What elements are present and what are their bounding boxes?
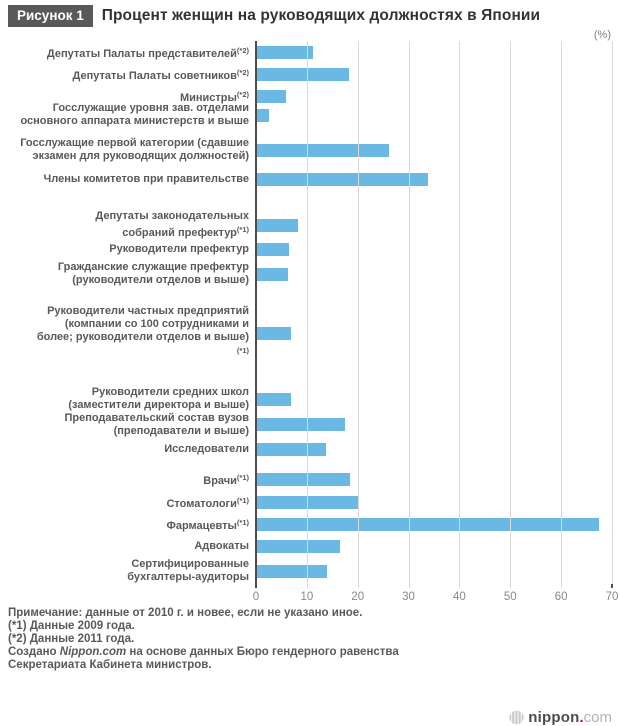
chart-row — [8, 491, 612, 514]
tick-mark — [611, 584, 613, 588]
bar — [256, 90, 286, 103]
footnote-marker: (*1) — [236, 473, 249, 482]
category-label: Адвокаты — [194, 540, 249, 552]
bar — [256, 109, 269, 122]
footnotes — [8, 607, 460, 672]
footnote-2: (*2) Данные 2011 года. — [8, 633, 135, 645]
bar — [256, 144, 389, 157]
bar-cell — [256, 437, 612, 462]
category-label: Сертифицированные бухгалтеры-аудиторы — [127, 558, 249, 583]
bar-cell — [256, 260, 612, 288]
tick-label: 10 — [300, 591, 314, 603]
bar-cell — [256, 558, 612, 584]
category-label: Фармацевты$^{(*1)}$ — [166, 518, 249, 532]
footnote-general: Примечание: данные от 2010 г. и новее, если не указано иное. — [8, 607, 363, 619]
footnote-marker: (*1) — [236, 518, 249, 527]
bar — [256, 443, 326, 456]
figure-title: Процент женщин на руководящих должностях в Японии — [101, 7, 541, 24]
unit-label: (%) — [593, 29, 611, 41]
chart-row — [8, 535, 612, 558]
footnote-credit — [8, 646, 460, 672]
category-label: Госслужащие первой категории (сдавшие экзамен для руководящих должностей) — [20, 137, 249, 162]
tick-label: 30 — [402, 591, 415, 603]
category-label: Депутаты Палаты советников$^{(*2)}$ — [72, 68, 249, 82]
footnote-marker: (*1) — [236, 346, 249, 355]
chart-row — [8, 41, 612, 63]
category-label: Руководители префектур — [109, 242, 249, 255]
chart-row — [8, 437, 612, 462]
bar — [256, 473, 350, 486]
chart-row — [8, 305, 612, 361]
bar-cell — [256, 386, 612, 412]
chart-row — [8, 167, 612, 191]
bar — [256, 219, 298, 232]
bar — [256, 68, 349, 81]
footnote-marker: (*2) — [236, 89, 249, 99]
category-label: Члены комитетов при правительстве — [43, 172, 249, 185]
bar — [256, 327, 291, 340]
tick-label: 70 — [605, 591, 619, 603]
logo-wordmark — [528, 709, 612, 726]
chart-row — [8, 212, 612, 238]
logo-name: nippon — [528, 709, 580, 726]
bar-cell — [256, 238, 612, 260]
bar — [256, 540, 340, 553]
chart-row — [8, 412, 612, 437]
category-label: Гражданские служащие префектур (руководители отделов и выше) — [57, 261, 249, 286]
tick-label: 0 — [252, 591, 260, 603]
bar-cell — [256, 167, 612, 191]
chart-row — [8, 386, 612, 412]
bar-cell — [256, 86, 612, 106]
tick-label: 20 — [351, 591, 365, 603]
footnote-marker: (*1) — [236, 225, 249, 234]
chart-row — [8, 102, 612, 127]
chart-row — [8, 468, 612, 491]
bar — [256, 268, 288, 281]
tick-label: 50 — [503, 591, 517, 603]
bar — [256, 173, 428, 186]
category-label: Министры$^{(*2)}$ — [179, 89, 249, 104]
category-label: Депутаты Палаты представителей$^{(*2)}$ — [46, 45, 249, 60]
bar-cell — [256, 106, 612, 124]
logo-tld: com — [583, 709, 612, 726]
footnote-marker: (*2) — [236, 45, 249, 55]
bar-cell — [256, 137, 612, 163]
header — [8, 3, 612, 29]
category-label: Исследователи — [164, 443, 249, 455]
bar — [256, 46, 313, 59]
bar-cell — [256, 468, 612, 491]
bar — [256, 496, 358, 509]
category-label: Руководители частных предприятий (компании со 100 сотрудниками и более; руководители отделов и выше) $^{(*1)}$ — [36, 305, 249, 355]
globe-icon — [509, 710, 524, 725]
chart-rows — [8, 41, 612, 584]
bar — [256, 565, 327, 578]
tick-label: 60 — [554, 591, 568, 603]
bar-cell — [256, 212, 612, 238]
footnote-1: (*1) Данные 2009 года. — [8, 620, 135, 632]
bar-cell — [256, 535, 612, 558]
tick-label: 40 — [453, 591, 466, 603]
tick-mark — [255, 584, 257, 588]
chart-row — [8, 137, 612, 163]
bar-cell — [256, 63, 612, 86]
x-axis-tick-labels — [252, 590, 619, 604]
bar-cell — [256, 514, 612, 535]
bar — [256, 418, 345, 431]
bar-cell — [256, 41, 612, 63]
category-label: Госслужащие уровня зав. отделами основного аппарата министерств и выше — [20, 102, 249, 127]
bar — [256, 243, 289, 256]
category-label: Врачи$^{(*1)}$ — [203, 473, 249, 487]
chart-row — [8, 514, 612, 535]
bar — [256, 518, 599, 531]
bar-chart — [8, 41, 619, 604]
footer — [8, 607, 612, 726]
bar-cell — [256, 412, 612, 437]
chart-row — [8, 260, 612, 288]
footnote-marker: (*2) — [236, 68, 249, 77]
figure-number-badge: Рисунок 1 — [8, 5, 93, 28]
footnote-marker: (*1) — [236, 496, 249, 505]
category-label: Руководители средних школ (заместители директора и выше) — [68, 386, 249, 411]
category-label: Стоматологи$^{(*1)}$ — [166, 496, 249, 510]
chart-row — [8, 63, 612, 86]
bar-cell — [256, 491, 612, 514]
bar — [256, 393, 291, 406]
credit-source: Nippon.com — [59, 646, 127, 658]
credit-prefix: Создано — [8, 646, 60, 658]
category-label: Преподавательский состав вузов (преподаватели и выше) — [64, 411, 249, 437]
credit-suffix: на основе данных Бюро гендерного равенства Секретариата Кабинета министров. — [8, 646, 399, 671]
bar-cell — [256, 305, 612, 361]
category-label: Депутаты законодательных собраний префектур$^{(*1)}$ — [95, 210, 249, 239]
nippon-logo — [509, 709, 612, 726]
logo-dot: . — [579, 709, 584, 726]
chart-row — [8, 558, 612, 584]
chart-row — [8, 238, 612, 260]
gridline — [612, 41, 613, 588]
